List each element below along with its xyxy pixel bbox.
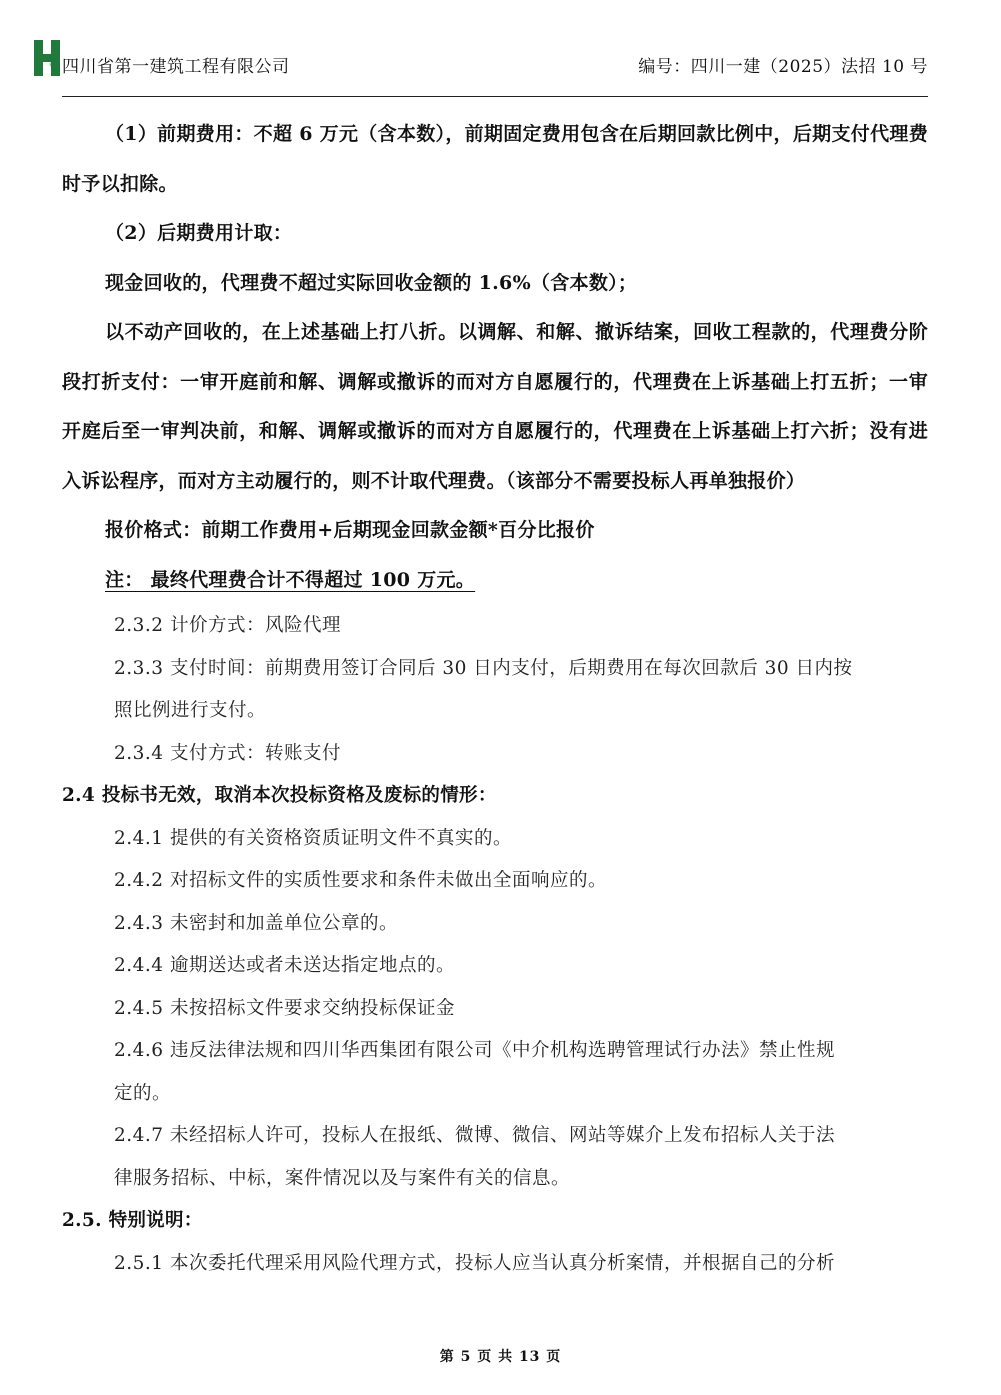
clause-2-4-1: 2.4.1 提供的有关资格资质证明文件不真实的。 xyxy=(114,827,512,849)
clause-2-3-4: 2.3.4 支付方式：转账支付 xyxy=(114,742,341,764)
section-2-5-heading: 2.5. 特别说明： xyxy=(62,1210,203,1231)
clause-2-4-7 xyxy=(62,1115,928,1200)
section-2-4-heading: 2.4 投标书无效，取消本次投标资格及废标的情形： xyxy=(62,785,497,806)
clause-2-5-1: 2.5.1 本次委托代理采用风险代理方式，投标人应当认真分析案情，并根据自己的分析 xyxy=(114,1252,835,1274)
property-recovery-paragraph: 以不动产回收的，在上述基础上打八折。以调解、和解、撤诉结案，回收工程款的，代理费分阶段打折支付：一审开庭前和解、调解或撤诉的而对方自愿履行的，代理费在上诉基础上打五折；一审开庭后至一审判决前，和解、调解或撤诉的而对方自愿履行的，代理费在上诉基础上打六折；没有进入诉讼程序，而对方主动履行的，则不计取代理费。（该部分不需要投标人再单独报价） xyxy=(62,321,928,492)
company-logo xyxy=(34,40,60,76)
clause-2-4-7-line2: 律服务招标、中标，案件情况以及与案件有关的信息。 xyxy=(114,1167,571,1189)
clause-2-4-5: 2.4.5 未按招标文件要求交纳投标保证金 xyxy=(114,997,455,1019)
clause-2-4-6 xyxy=(62,1030,928,1115)
clause-2-4-7-line1: 2.4.7 未经招标人许可，投标人在报纸、微博、微信、网站等媒介上发布招标人关于法 xyxy=(114,1125,835,1146)
clause-2-3-3-line2: 照比例进行支付。 xyxy=(114,700,267,721)
clause-2-3-2: 2.3.2 计价方式：风险代理 xyxy=(114,615,341,636)
document-body xyxy=(62,110,928,1285)
clause-2-3-3-line1: 2.3.3 支付时间：前期费用签订合同后 30 日内支付，后期费用在每次回款后 30 日内按 xyxy=(114,657,853,679)
clause-2-4-4: 2.4.4 逾期送达或者未送达指定地点的。 xyxy=(114,955,455,976)
early-fee-paragraph: （1）前期费用：不超 6 万元（含本数），前期固定费用包含在后期回款比例中，后期支付代理费时予以扣除。 xyxy=(62,123,928,195)
cash-recovery-paragraph: 现金回收的，代理费不超过实际回收金额的 1.6%（含本数）； xyxy=(105,271,638,294)
quote-format-paragraph: 报价格式：前期工作费用+后期现金回款金额*百分比报价 xyxy=(105,519,595,541)
fee-cap-note-text: 注： 最终代理费合计不得超过 100 万元。 xyxy=(105,568,476,591)
fee-cap-note xyxy=(62,556,928,606)
document-number: 编号：四川一建（2025）法招 10 号 xyxy=(638,57,928,77)
clause-2-4-2: 2.4.2 对招标文件的实质性要求和条件未做出全面响应的。 xyxy=(114,870,607,891)
clause-2-4-3: 2.4.3 未密封和加盖单位公章的。 xyxy=(114,912,398,934)
company-name: 四川省第一建筑工程有限公司 xyxy=(62,57,290,77)
clause-2-4-6-line2: 定的。 xyxy=(114,1082,172,1104)
clause-2-4-6-line1: 2.4.6 违反法律法规和四川华西集团有限公司《中介机构选聘管理试行办法》禁止性规 xyxy=(114,1040,835,1061)
clause-2-3-3 xyxy=(62,648,928,733)
page-number: 第 5 页 共 13 页 xyxy=(439,1349,562,1365)
later-fee-heading: （2）后期费用计取： xyxy=(105,222,293,244)
logo-text: HUASHI xyxy=(49,53,53,67)
page-header xyxy=(49,36,928,97)
